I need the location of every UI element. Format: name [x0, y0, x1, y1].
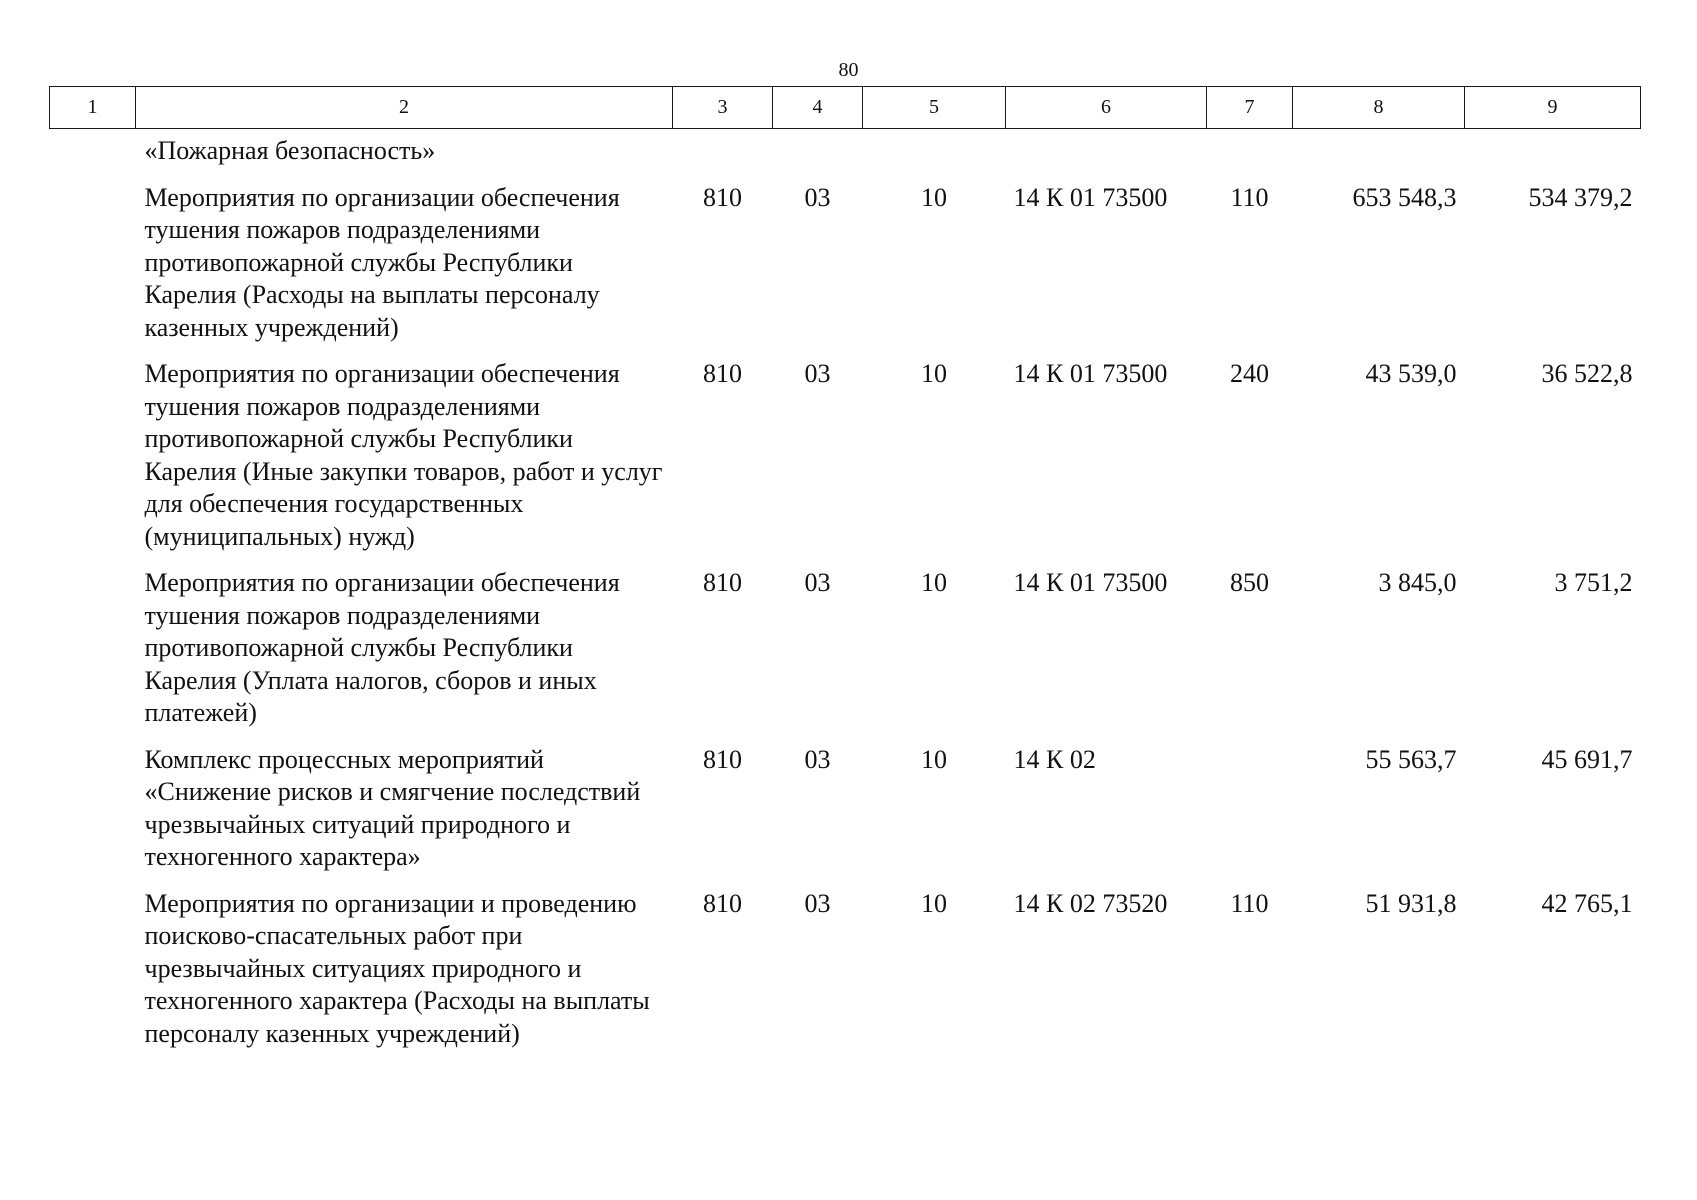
row-description: «Пожарная безопасность» — [144, 136, 436, 165]
row-number-cell — [50, 567, 136, 744]
cell-target-article: 14 К 01 73500 — [1013, 359, 1168, 388]
cell-target-article: 14 К 01 73500 — [1013, 182, 1168, 212]
column-header-6: 6 — [1006, 87, 1207, 129]
column-number-header-row — [50, 87, 1641, 129]
cell-ministry-code: 810 — [703, 182, 742, 212]
cell-section-code — [773, 129, 863, 182]
cell-ministry-code: 810 — [703, 744, 742, 774]
cell-amount-planned: 51 931,8 — [1365, 888, 1457, 918]
row-number-cell — [50, 888, 136, 1065]
row-number-cell — [50, 744, 136, 888]
cell-expense-type — [1207, 129, 1293, 182]
cell-target-article — [1006, 129, 1207, 182]
column-header-1: 1 — [50, 87, 136, 129]
cell-section-code: 03 — [804, 568, 831, 597]
cell-amount-planned: 653 548,3 — [1352, 182, 1457, 212]
cell-amount-planned: 43 539,0 — [1365, 359, 1457, 388]
column-header-7: 7 — [1207, 87, 1293, 129]
cell-amount-planned: 55 563,7 — [1365, 744, 1457, 774]
row-description: Комплекс процессных мероприятий «Снижение рисков и смягчение последствий чрезвычайных ситуаций природного и техногенного характера» — [144, 744, 641, 871]
column-header-3: 3 — [673, 87, 773, 129]
table-row — [50, 744, 1641, 888]
page-number: 80 — [838, 59, 859, 81]
cell-amount-executed: 534 379,2 — [1528, 182, 1633, 212]
column-header-8: 8 — [1293, 87, 1465, 129]
cell-amount-executed: 3 751,2 — [1554, 568, 1633, 597]
column-header-4: 4 — [773, 87, 863, 129]
cell-section-code: 03 — [804, 888, 831, 918]
column-header-9: 9 — [1465, 87, 1641, 129]
cell-expense-type — [1207, 744, 1293, 888]
table-row — [50, 567, 1641, 744]
row-number-cell — [50, 358, 136, 567]
row-description: Мероприятия по организации обеспечения тушения пожаров подразделениями противопожарной службы Республики Карелия (Расходы на выплаты персоналу казенных учреждений) — [144, 182, 620, 342]
column-header-2: 2 — [136, 87, 673, 129]
cell-amount-planned: 3 845,0 — [1378, 568, 1457, 597]
cell-target-article: 14 К 01 73500 — [1013, 568, 1168, 597]
budget-table — [49, 86, 1641, 1064]
cell-target-article: 14 К 02 73520 — [1013, 888, 1168, 918]
cell-section-code: 03 — [804, 359, 831, 388]
cell-ministry-code: 810 — [703, 359, 742, 388]
cell-subsection-code: 10 — [921, 182, 947, 212]
row-number-cell — [50, 182, 136, 359]
cell-amount-executed: 36 522,8 — [1541, 359, 1633, 388]
cell-ministry-code — [673, 129, 773, 182]
cell-subsection-code: 10 — [921, 744, 947, 774]
cell-amount-planned — [1293, 129, 1465, 182]
cell-amount-executed: 42 765,1 — [1541, 888, 1633, 918]
row-number-cell — [50, 129, 136, 182]
table-row — [50, 358, 1641, 567]
cell-ministry-code: 810 — [703, 888, 742, 918]
cell-subsection-code — [863, 129, 1006, 182]
cell-subsection-code: 10 — [921, 568, 947, 597]
cell-section-code: 03 — [804, 744, 831, 774]
cell-subsection-code: 10 — [921, 888, 947, 918]
cell-expense-type: 110 — [1230, 888, 1269, 918]
cell-amount-executed: 45 691,7 — [1541, 744, 1633, 774]
cell-expense-type: 850 — [1230, 568, 1269, 597]
cell-ministry-code: 810 — [703, 568, 742, 597]
cell-section-code: 03 — [804, 182, 831, 212]
cell-target-article: 14 К 02 — [1013, 744, 1096, 774]
cell-amount-executed — [1465, 129, 1641, 182]
row-description: Мероприятия по организации обеспечения тушения пожаров подразделениями противопожарной службы Республики Карелия (Иные закупки товаров, работ и услуг для обеспечения государственных (муниципальных) нужд) — [144, 359, 663, 551]
table-row — [50, 888, 1641, 1065]
column-header-5: 5 — [863, 87, 1006, 129]
row-description: Мероприятия по организации обеспечения тушения пожаров подразделениями противопожарной службы Республики Карелия (Уплата налогов, сборов и иных платежей) — [144, 568, 620, 727]
table-row — [50, 129, 1641, 182]
cell-expense-type: 110 — [1230, 182, 1269, 212]
row-description: Мероприятия по организации и проведению поисково-спасательных работ при чрезвычайных ситуациях природного и техногенного характера (Расходы на выплаты персоналу казенных учреждений) — [144, 888, 650, 1048]
cell-expense-type: 240 — [1230, 359, 1269, 388]
cell-subsection-code: 10 — [921, 359, 947, 388]
table-row — [50, 182, 1641, 359]
